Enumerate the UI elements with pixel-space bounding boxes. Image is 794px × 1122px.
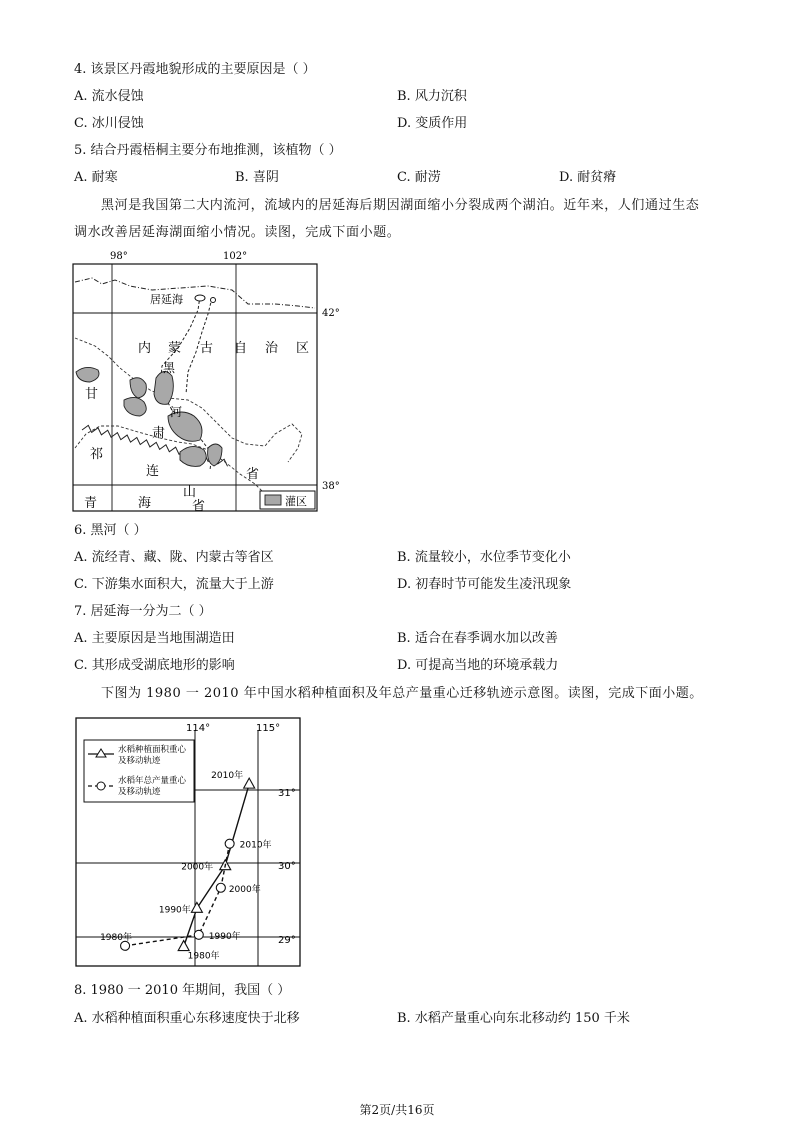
qilian-char-2: 连	[146, 464, 160, 479]
legend-yield-text-2: 及移动轨迹	[118, 787, 161, 797]
q4-option-c: C. 冰川侵蚀	[74, 116, 144, 131]
q4-option-b: B. 风力沉积	[397, 89, 467, 104]
qilian-char-1: 祁	[90, 447, 104, 462]
q5-option-c: C. 耐涝	[397, 170, 441, 185]
area-label-1980年: 1980年	[187, 951, 220, 962]
q8-option-a: A. 水稻种植面积重心东移速度快于北移	[74, 1011, 300, 1026]
lon-label-115: 115°	[256, 723, 281, 734]
legend-yield-circle-icon	[97, 782, 105, 790]
legend-irrigated-swatch	[265, 495, 281, 505]
juyanhai-label: 居延海	[150, 293, 183, 306]
q6-stem: 6. 黑河（ ）	[74, 523, 147, 538]
lon-label-98: 98°	[110, 251, 128, 262]
region-char-5: 治	[265, 341, 279, 356]
heihe-char-1: 黑	[163, 361, 176, 375]
area-point-2010年	[244, 778, 255, 788]
region-char-1: 内	[138, 341, 152, 356]
lon-label-102: 102°	[223, 251, 248, 262]
qinghai-char-3: 省	[192, 499, 206, 514]
legend-yield-text-1: 水稻年总产量重心	[118, 776, 187, 786]
passage1-line2: 调水改善居延海湖面缩小情况。读图，完成下面小题。	[74, 225, 401, 240]
national-border	[75, 278, 315, 308]
q7-option-a: A. 主要原因是当地围湖造田	[74, 631, 235, 646]
q8-option-b: B. 水稻产量重心向东北移动约 150 千米	[397, 1011, 630, 1026]
irrigated-area-6	[180, 446, 206, 466]
yield-point-2010年	[225, 839, 234, 848]
province-boundary-south	[75, 426, 265, 494]
legend-area-text-1: 水稻种植面积重心	[118, 745, 187, 755]
yield-label-2000年: 2000年	[228, 884, 261, 895]
q6-option-b: B. 流量较小，水位季节变化小	[397, 550, 571, 565]
heihe-char-2: 河	[170, 405, 183, 419]
region-char-4: 自	[234, 341, 248, 356]
page-footer: 第2页/共16页	[359, 1103, 435, 1117]
q5-option-a: A. 耐寒	[74, 170, 118, 185]
area-label-2010年: 2010年	[211, 771, 244, 782]
yield-track-line	[125, 844, 230, 946]
lat-label-38: 38°	[322, 481, 340, 492]
q4-option-a: A. 流水侵蚀	[74, 89, 144, 104]
q7-stem: 7. 居延海一分为二（ ）	[74, 604, 212, 619]
yield-label-1980年: 1980年	[100, 932, 132, 943]
irrigated-area-3	[154, 371, 173, 404]
yield-label-2010年: 2010年	[239, 840, 272, 851]
gansu-char-2: 肃	[152, 426, 166, 441]
q5-option-b: B. 喜阴	[235, 170, 279, 185]
gansu-char-1: 甘	[85, 387, 99, 402]
province-boundary-north	[75, 338, 302, 462]
heihe-map	[60, 248, 360, 516]
q4-option-d: D. 变质作用	[397, 116, 468, 131]
yield-point-1990年	[194, 930, 203, 939]
area-label-1990年: 1990年	[158, 905, 191, 916]
juyanhai-lake-east	[195, 295, 205, 301]
map-frame	[73, 264, 317, 511]
q7-option-d: D. 可提高当地的环境承载力	[397, 658, 559, 673]
q6-option-d: D. 初春时节可能发生凌汛现象	[397, 577, 572, 592]
q7-option-b: B. 适合在春季调水加以改善	[397, 631, 558, 646]
irrigated-area-4	[124, 397, 146, 416]
lat-label-29: 29°	[278, 935, 296, 946]
lon-label-114: 114°	[186, 723, 211, 734]
passage2: 下图为 1980 一 2010 年中国水稻种植面积及年总产量重心迁移轨迹示意图。读图，完成下面小题。	[101, 686, 703, 701]
q5-option-d: D. 耐贫瘠	[559, 170, 617, 185]
rice-centroid-map	[70, 714, 340, 974]
lat-label-30: 30°	[278, 861, 296, 872]
q7-option-c: C. 其形成受湖底地形的影响	[74, 658, 235, 673]
passage1-line1: 黑河是我国第二大内流河，流域内的居延海后期因湖面缩小分裂成两个湖泊。近年来，人们通过生态	[101, 198, 700, 213]
juyanhai-lake-west	[211, 298, 216, 303]
yield-point-2000年	[216, 883, 225, 892]
gansu-char-3: 省	[246, 467, 260, 482]
lat-label-31: 31°	[278, 788, 296, 799]
q5-stem: 5. 结合丹霞梧桐主要分布地推测，该植物（ ）	[74, 143, 342, 158]
region-char-2: 蒙	[168, 341, 182, 356]
area-label-2000年: 2000年	[181, 862, 214, 873]
region-char-6: 区	[296, 341, 310, 356]
irrigated-area-1	[76, 367, 99, 382]
qilian-char-3: 山	[183, 485, 197, 500]
area-point-1990年	[191, 902, 202, 912]
yield-label-1990年: 1990年	[208, 931, 241, 942]
q4-stem: 4. 该景区丹霞地貌形成的主要原因是（ ）	[74, 62, 316, 77]
qinghai-char-1: 青	[84, 496, 98, 511]
legend-area-text-2: 及移动轨迹	[118, 756, 161, 766]
lat-label-42: 42°	[322, 308, 340, 319]
irrigated-area-2	[130, 378, 146, 398]
q6-option-a: A. 流经青、藏、陇、内蒙古等省区	[74, 550, 274, 565]
legend-irrigated-label: 灌区	[285, 495, 307, 508]
qinghai-char-2: 海	[138, 496, 152, 511]
area-point-1980年	[178, 941, 189, 951]
q6-option-c: C. 下游集水面积大，流量大于上游	[74, 577, 274, 592]
region-char-3: 古	[200, 341, 214, 356]
q8-stem: 8. 1980 一 2010 年期间，我国（ ）	[74, 983, 291, 998]
